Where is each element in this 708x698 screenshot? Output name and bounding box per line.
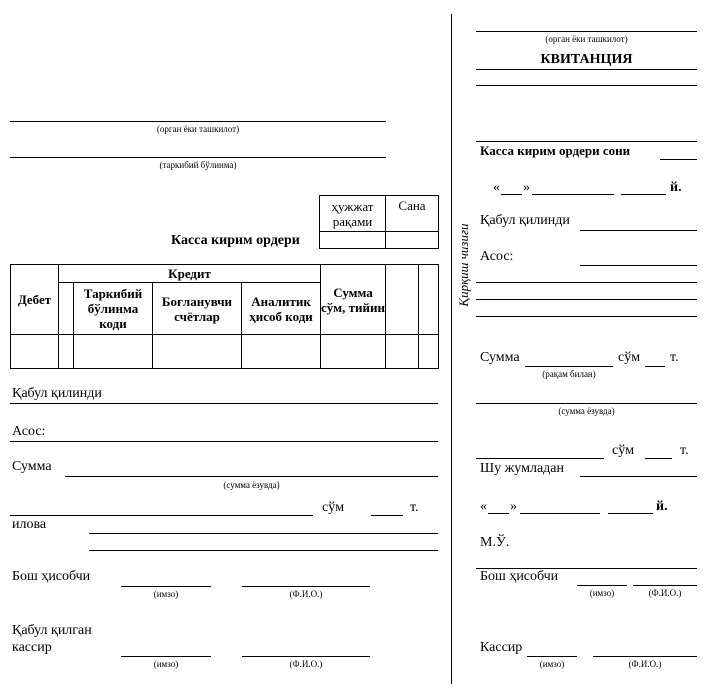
analytic-code-header: Аналитик ҳисоб коди bbox=[242, 283, 321, 335]
receipt-amount-digits-line[interactable] bbox=[525, 366, 613, 367]
cashier-signature-line[interactable] bbox=[121, 656, 211, 657]
receipt-digits-caption: (рақам билан) bbox=[542, 369, 596, 379]
basis-label: Асос: bbox=[12, 424, 46, 439]
receipt-order-number-label: Касса кирим ордери сони bbox=[480, 143, 631, 158]
cut-line-label: Қирқиш чизиғи bbox=[456, 223, 471, 307]
chief-signature-line[interactable] bbox=[121, 586, 211, 587]
tiyin-unit: т. bbox=[410, 500, 419, 515]
receipt-cashier-signature-line[interactable] bbox=[527, 656, 577, 657]
debit-header: Дебет bbox=[11, 265, 59, 335]
subdivision-code-header: Таркибий бўлинма коди bbox=[74, 283, 153, 335]
receipt-amount-words-line-2[interactable] bbox=[476, 458, 604, 459]
receipt-received-label: Қабул қилинди bbox=[480, 213, 570, 228]
receipt-org-caption: (орган ёки ташкилот) bbox=[545, 34, 628, 44]
amount-header: Сумма сўм, тийин bbox=[321, 265, 386, 335]
receipt-chief-name-caption: (Ф.И.О.) bbox=[648, 588, 682, 598]
receipt-sum-unit-2: сўм bbox=[612, 443, 635, 458]
receipt-date2-open-quote: « bbox=[480, 499, 487, 514]
receipt-day-line[interactable] bbox=[501, 194, 522, 195]
accounting-table bbox=[10, 264, 439, 369]
receipt-chief-signature-line[interactable] bbox=[577, 585, 627, 586]
chief-name-caption: (Ф.И.О.) bbox=[289, 589, 323, 599]
chief-name-line[interactable] bbox=[242, 586, 370, 587]
receipt-date-open-quote: « bbox=[493, 180, 500, 195]
receipt-chief-name-line[interactable] bbox=[633, 585, 697, 586]
receipt-basis-line-2[interactable] bbox=[476, 282, 697, 283]
receipt-order-number-line[interactable] bbox=[660, 159, 697, 160]
receipt-line-1 bbox=[476, 69, 697, 70]
receipt-chief-signature-caption: (имзо) bbox=[589, 588, 615, 598]
receipt-tiyin-unit: т. bbox=[670, 350, 679, 365]
order-title: Касса кирим ордери bbox=[171, 233, 300, 248]
amount-continued-line[interactable] bbox=[10, 515, 313, 516]
receipt-month-line[interactable] bbox=[532, 194, 614, 195]
receipt-month-line-2[interactable] bbox=[520, 513, 600, 514]
attachment-line-2[interactable] bbox=[89, 550, 438, 551]
receipt-sum-unit: сўм bbox=[618, 350, 641, 365]
credit-header: Кредит bbox=[59, 265, 321, 283]
blank-header-2 bbox=[419, 265, 439, 335]
receipt-basis-label: Асос: bbox=[480, 249, 514, 264]
receipt-day-line-2[interactable] bbox=[488, 513, 509, 514]
cashier-signature-caption: (имзо) bbox=[153, 659, 179, 669]
receipt-received-line[interactable] bbox=[580, 230, 697, 231]
receipt-cashier-name-line[interactable] bbox=[593, 656, 697, 657]
receipt-date2-close-quote: » bbox=[510, 499, 517, 514]
receipt-amount-words-caption: (сумма ёзувда) bbox=[558, 406, 615, 416]
org-line bbox=[10, 121, 386, 122]
debit-cell[interactable] bbox=[11, 335, 59, 369]
receipt-line-2 bbox=[476, 85, 697, 86]
receipt-year-line[interactable] bbox=[621, 194, 666, 195]
cashier-label-line1: Қабул қилган bbox=[12, 623, 92, 638]
blank-cell-2[interactable] bbox=[419, 335, 439, 369]
receipt-amount-label: Сумма bbox=[480, 350, 520, 365]
subdivision-caption: (таркибий бўлинма) bbox=[159, 160, 237, 170]
basis-line[interactable] bbox=[10, 441, 438, 442]
blank-header-1 bbox=[386, 265, 419, 335]
attachment-line-1[interactable] bbox=[89, 533, 438, 534]
org-caption: (орган ёки ташкилот) bbox=[156, 124, 240, 134]
receipt-basis-line-3[interactable] bbox=[476, 299, 697, 300]
subdivision-code-cell[interactable] bbox=[74, 335, 153, 369]
date-cell[interactable] bbox=[386, 232, 439, 249]
receipt-year-suffix: й. bbox=[670, 180, 682, 195]
attachment-label: илова bbox=[12, 517, 47, 532]
sum-unit: сўм bbox=[322, 500, 345, 515]
analytic-code-cell[interactable] bbox=[242, 335, 321, 369]
tiyin-line[interactable] bbox=[371, 515, 403, 516]
amount-words-caption: (сумма ёзувда) bbox=[223, 480, 280, 490]
credit-spacer-header bbox=[59, 283, 74, 335]
receipt-tiyin-line-2[interactable] bbox=[645, 458, 672, 459]
receipt-chief-label: Бош ҳисобчи bbox=[480, 569, 559, 584]
cashier-name-caption: (Ф.И.О.) bbox=[289, 659, 323, 669]
cut-line bbox=[451, 14, 452, 684]
credit-spacer-cell[interactable] bbox=[59, 335, 74, 369]
doc-number-date-table bbox=[319, 195, 439, 249]
blank-cell-1[interactable] bbox=[386, 335, 419, 369]
receipt-tiyin-line[interactable] bbox=[645, 366, 665, 367]
receipt-including-line[interactable] bbox=[580, 476, 697, 477]
subdivision-line bbox=[10, 157, 386, 158]
chief-accountant-label: Бош ҳисобчи bbox=[12, 569, 91, 584]
receipt-line-3 bbox=[476, 141, 697, 142]
receipt-cashier-signature-caption: (имзо) bbox=[539, 659, 565, 669]
amount-words-line[interactable] bbox=[65, 476, 438, 477]
receipt-basis-line-4[interactable] bbox=[476, 316, 697, 317]
receipt-date-close-quote: » bbox=[523, 180, 530, 195]
receipt-year-line-2[interactable] bbox=[608, 513, 653, 514]
doc-number-cell[interactable] bbox=[320, 232, 386, 249]
linked-accounts-cell[interactable] bbox=[153, 335, 242, 369]
linked-accounts-header: Боғланувчи счётлар bbox=[153, 283, 242, 335]
receipt-org-line bbox=[476, 31, 697, 32]
chief-signature-caption: (имзо) bbox=[153, 589, 179, 599]
receipt-basis-line[interactable] bbox=[580, 265, 697, 266]
received-from-line[interactable] bbox=[10, 403, 438, 404]
date-header: Сана bbox=[386, 196, 439, 232]
receipt-year-suffix-2: й. bbox=[656, 499, 668, 514]
receipt-stamp-label: М.Ў. bbox=[480, 535, 510, 550]
cashier-name-line[interactable] bbox=[242, 656, 370, 657]
doc-number-header: ҳужжат рақами bbox=[320, 196, 386, 232]
receipt-cashier-name-caption: (Ф.И.О.) bbox=[628, 659, 662, 669]
receipt-cashier-label: Кассир bbox=[480, 640, 523, 655]
amount-cell[interactable] bbox=[321, 335, 386, 369]
receipt-amount-words-line[interactable] bbox=[476, 403, 697, 404]
receipt-including-label: Шу жумладан bbox=[480, 461, 564, 476]
receipt-tiyin-unit-2: т. bbox=[680, 443, 689, 458]
cashier-label-line2: кассир bbox=[12, 640, 52, 655]
amount-label: Сумма bbox=[12, 459, 52, 474]
received-from-label: Қабул қилинди bbox=[12, 386, 102, 401]
receipt-title: КВИТАНЦИЯ bbox=[540, 52, 633, 67]
